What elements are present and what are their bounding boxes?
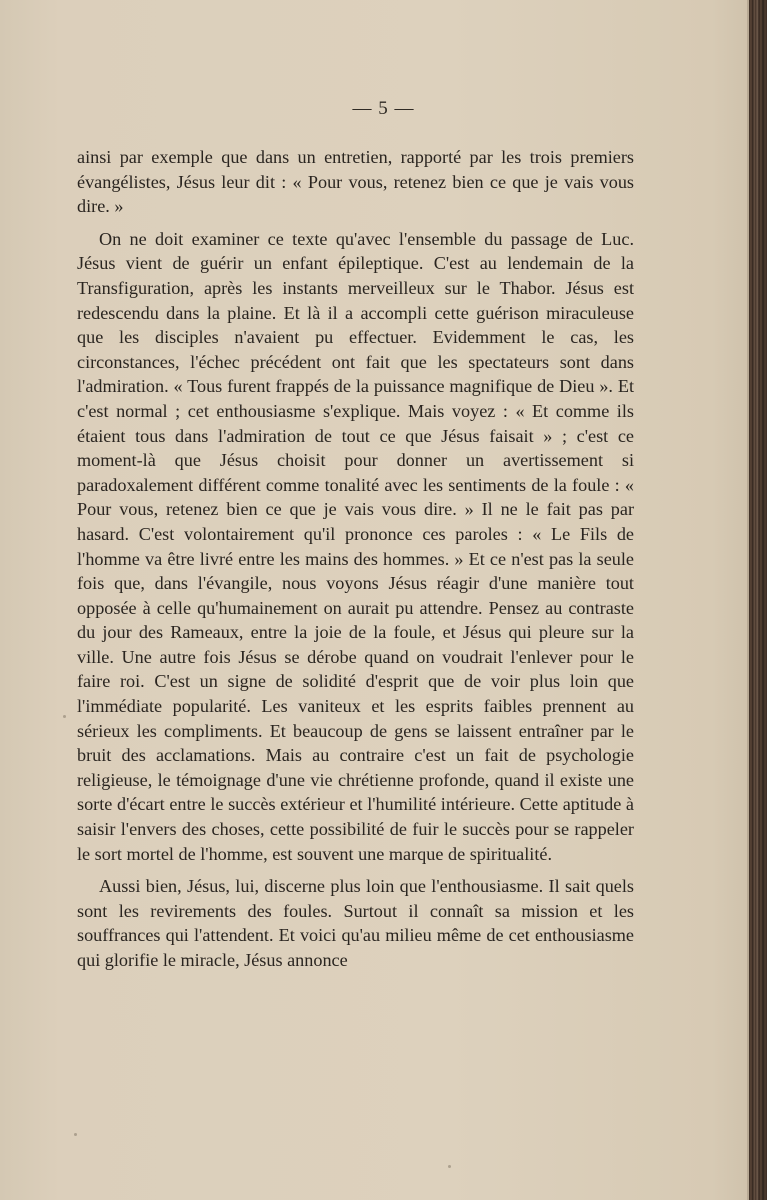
book-binding [749,0,767,1200]
paragraph-3: Aussi bien, Jésus, lui, discerne plus loin que l'enthousiasme. Il sait quels sont les revirements des foules. Surtout il connaît sa mission et les souffrances qui l'attendent. Et voici qu'au milieu même de cet enthousiasme qui glorifie le miracle, Jésus annonce [77,876,634,970]
page-number: — 5 — [352,98,415,119]
body-text [77,145,634,973]
paragraph-1: ainsi par exemple que dans un entretien, rapporté par les trois premiers évangélistes, Jésus leur dit : « Pour vous, retenez bien ce que je vais vous dire. » [77,147,634,217]
paragraph-2: On ne doit examiner ce texte qu'avec l'ensemble du passage de Luc. Jésus vient de guérir un enfant épileptique. C'est au lendemain de la Transfiguration, après les instants merveilleux sur le Thabor. Jésus est redescendu dans la plaine. Et là il a accompli cette guérison miraculeuse que les disciples n'avaient pu effectuer. Evidemment le cas, les circonstances, l'échec précédent ont fait que les spectateurs sont dans l'admiration. « Tous furent frappés de la puissance magnifique de Dieu ». Et c'est normal ; cet enthousiasme s'explique. Mais voyez : « Et comme ils étaient tous dans l'admiration de tout ce que Jésus faisait » ; c'est ce moment-là que Jésus choisit pour donner un avertissement si paradoxalement différent comme tonalité avec les sentiments de la foule : « Pour vous, retenez bien ce que je vais vous dire. » Il ne le fait pas par hasard. C'est volontairement qu'il prononce ces paroles : « Le Fils de l'homme va être livré entre les mains des hommes. » Et ce n'est pas la seule fois que, dans l'évangile, nous voyons Jésus réagir d'une manière tout opposée à celle qu'humainement on aurait pu attendre. Pensez au contraste du jour des Rameaux, entre la joie de la foule, et Jésus qui pleure sur la ville. Une autre fois Jésus se dérobe quand on voudrait l'enlever pour le faire roi. C'est un signe de solidité d'esprit que de voir plus loin que l'immédiate popularité. Les vaniteux et les esprits faibles prennent au sérieux les compliments. Et beaucoup de gens se laissent entraîner par le bruit des acclamations. Mais au contraire c'est un fait de psychologie religieuse, le témoignage d'une vie chrétienne profonde, quand il existe une sorte d'écart entre le succès extérieur et l'humilité intérieure. Cette aptitude à saisir l'envers des choses, cette possibilité de fuir le succès pour se rappeler le sort mortel de l'homme, est souvent une marque de spiritualité. [77,228,634,864]
